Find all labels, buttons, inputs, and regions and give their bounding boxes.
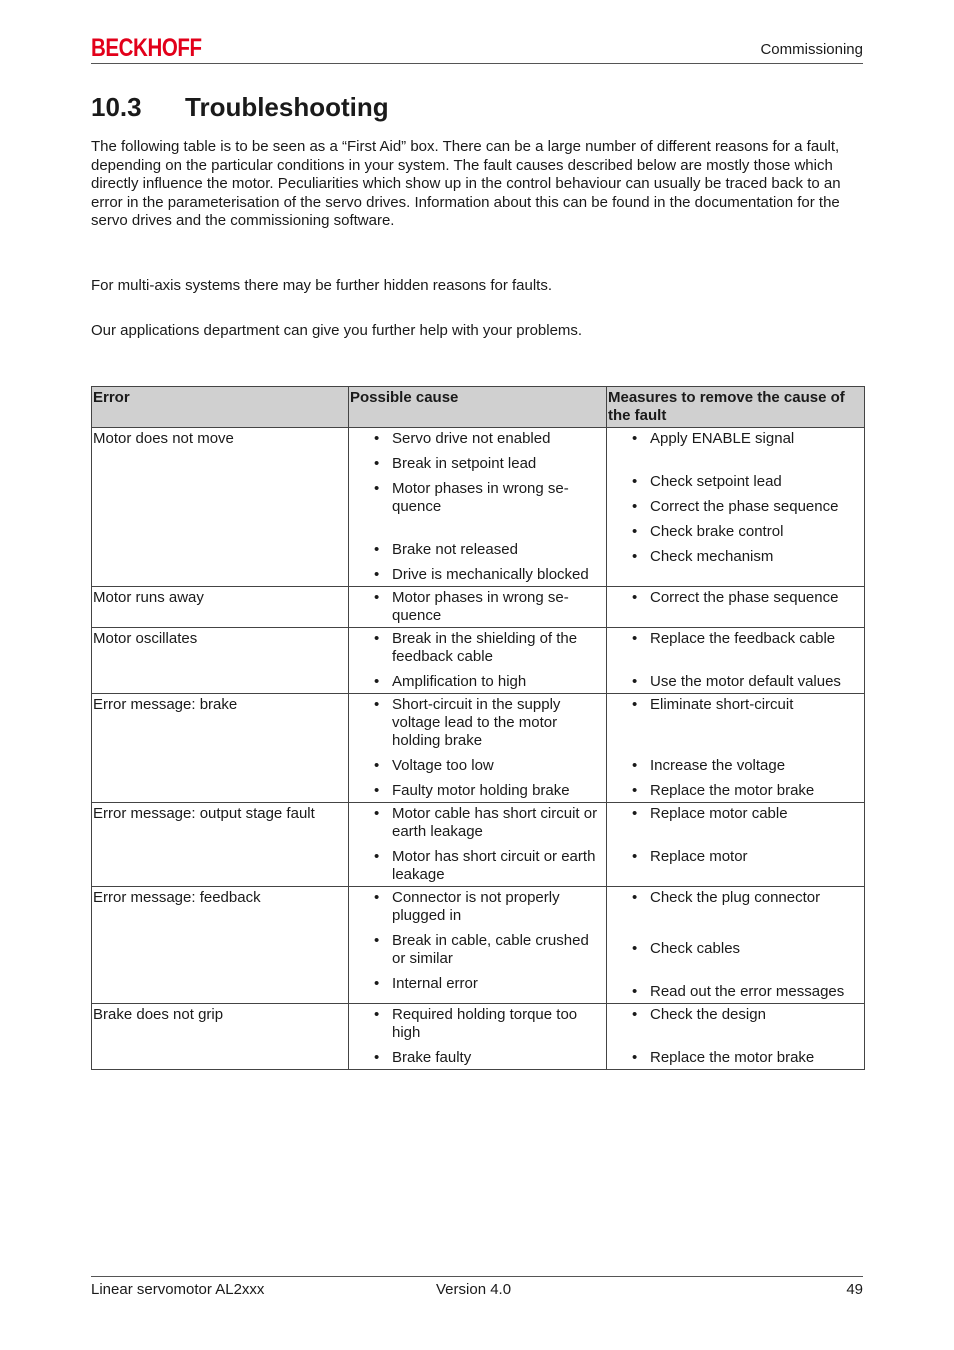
table-row	[92, 428, 865, 587]
cause-cell	[349, 628, 607, 694]
cause-item: • Motor cable has short circuit or earth leakage	[350, 805, 605, 841]
table-row	[92, 628, 865, 694]
measure-item: • Replace motor	[608, 848, 863, 866]
error-cell: Brake does not grip	[92, 1004, 349, 1070]
cause-item: • Motor has short circuit or earth leakage	[350, 848, 605, 884]
intro-paragraph: The following table is to be seen as a “First Aid” box. There can be a large number of different reasons for a fault, depending on the particular conditions in your system. The fault causes described below are mostly those which directly influence the motor. Peculiarities which show up in the control behaviour can usually be traced back to an error in the parameterisation of the servo drives. Information about this can be found in the documentation for the servo drives and the commissioning software.	[91, 138, 841, 229]
heading-title: Troubleshooting	[185, 92, 389, 122]
cause-item: • Motor phases in wrong se-quence	[350, 589, 605, 625]
cause-cell	[349, 694, 607, 803]
help-paragraph: Our applications department can give you further help with your problems.	[91, 322, 583, 339]
measure-item: • Check brake control	[608, 523, 863, 541]
cause-item: • Drive is mechanically blocked	[350, 566, 605, 584]
measure-cell	[607, 628, 865, 694]
table-row	[92, 694, 865, 803]
measure-item: • Check cables	[608, 940, 863, 958]
footer-version: Version 4.0	[436, 1281, 512, 1298]
header-error: Error	[92, 387, 349, 428]
cause-item: • Break in the shielding of the feedback cable	[350, 630, 605, 666]
error-cell: Error message: brake	[92, 694, 349, 803]
measure-item: • Eliminate short-circuit	[608, 696, 863, 714]
measure-cell	[607, 1004, 865, 1070]
footer-product: Linear servomotor AL2xxx	[91, 1281, 265, 1298]
cause-cell	[349, 587, 607, 628]
header-rule	[91, 63, 863, 64]
cause-item: • Connector is not properly plugged in	[350, 889, 605, 925]
cause-item: • Amplification to high	[350, 673, 605, 691]
measure-cell	[607, 428, 865, 587]
footer-rule	[91, 1276, 863, 1277]
measure-item: • Replace motor cable	[608, 805, 863, 823]
cause-item: • Break in cable, cable crushed or similar	[350, 932, 605, 968]
cause-item: • Voltage too low	[350, 757, 605, 775]
measure-item: • Read out the error messages	[608, 983, 863, 1001]
measure-cell	[607, 694, 865, 803]
measure-item: • Check mechanism	[608, 548, 863, 566]
cause-cell	[349, 803, 607, 887]
table-row	[92, 887, 865, 1004]
error-cell: Error message: feedback	[92, 887, 349, 1004]
cause-item: • Brake faulty	[350, 1049, 605, 1067]
cause-cell	[349, 1004, 607, 1070]
measure-item: • Check the design	[608, 1006, 863, 1024]
cause-item: • Brake not released	[350, 541, 605, 559]
error-cell: Error message: output stage fault	[92, 803, 349, 887]
cause-item: • Short-circuit in the supply voltage lead to the motor holding brake	[350, 696, 605, 750]
measure-item: • Check setpoint lead	[608, 473, 863, 491]
cause-item: • Faulty motor holding brake	[350, 782, 605, 800]
measure-item: • Replace the motor brake	[608, 1049, 863, 1067]
header-cause: Possible cause	[349, 387, 607, 428]
measure-item: • Replace the feedback cable	[608, 630, 863, 648]
table-row	[92, 587, 865, 628]
cause-cell	[349, 428, 607, 587]
footer-page-number: 49	[846, 1281, 863, 1298]
table-row	[92, 1004, 865, 1070]
cause-item: • Required holding torque too high	[350, 1006, 605, 1042]
cause-item: • Break in setpoint lead	[350, 455, 605, 473]
measure-item: • Replace the motor brake	[608, 782, 863, 800]
error-cell: Motor does not move	[92, 428, 349, 587]
measure-cell	[607, 887, 865, 1004]
heading-number: 10.3	[91, 92, 142, 122]
measure-item: • Correct the phase sequence	[608, 498, 863, 516]
measure-item: • Check the plug connector	[608, 889, 863, 907]
multi-axis-paragraph: For multi-axis systems there may be further hidden reasons for faults.	[91, 277, 553, 294]
section-label: Commissioning	[760, 41, 863, 58]
measure-item: • Use the motor default values	[608, 673, 863, 691]
page-heading	[91, 91, 389, 123]
cause-cell	[349, 887, 607, 1004]
troubleshooting-table	[91, 386, 865, 1070]
measure-item: • Increase the voltage	[608, 757, 863, 775]
cause-item: • Motor phases in wrong se-quence	[350, 480, 605, 516]
measure-cell	[607, 803, 865, 887]
cause-item: • Servo drive not enabled	[350, 430, 605, 448]
header-measures: Measures to remove the cause of the fault	[607, 387, 865, 428]
error-cell: Motor runs away	[92, 587, 349, 628]
beckhoff-logo: BECKHOFF	[91, 34, 202, 62]
measure-item: • Correct the phase sequence	[608, 589, 863, 607]
table-header-row	[92, 387, 865, 428]
measure-cell	[607, 587, 865, 628]
table-row	[92, 803, 865, 887]
measure-item: • Apply ENABLE signal	[608, 430, 863, 448]
error-cell: Motor oscillates	[92, 628, 349, 694]
cause-item: • Internal error	[350, 975, 605, 993]
